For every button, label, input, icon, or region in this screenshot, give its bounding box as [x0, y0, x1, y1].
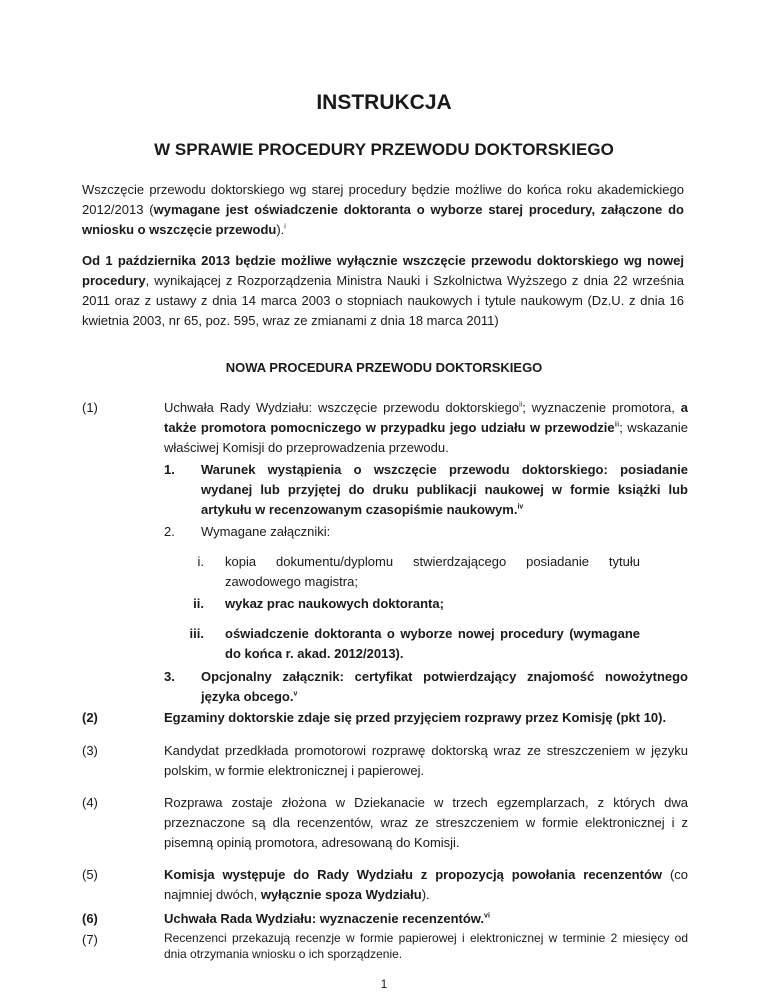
page-title: INSTRUKCJA [316, 91, 452, 114]
item-text: Recenzenci przekazują recenzje w formie papierowej i elektronicznej w terminie 2 miesięcy od dnia otrzymania wniosku o ich sporządzenie. [164, 931, 688, 961]
footnote-ref: iv [517, 503, 524, 511]
item-number: (1) [82, 400, 98, 415]
subitem-number: 1. [164, 462, 175, 477]
intro-paragraph-old-procedure: Wszczęcie przewodu doktorskiego wg starej procedury będzie możliwe do końca roku akademickiego 2012/2013 (wymagane jest oświadczenie doktoranta o wyborze starej procedury, załączone do wniosku o wszczęcie przewodu).$^i$ [82, 182, 684, 237]
section-heading: NOWA PROCEDURA PRZEWODU DOKTORSKIEGO [225, 360, 543, 375]
item-text: Egzaminy doktorskie zdaje się przed przyjęciem rozprawy przez Komisję (pkt 10). [164, 710, 667, 725]
item-text: Kandydat przedkłada promotorowi rozprawę doktorską wraz ze streszczeniem w języku polskim, w formie elektronicznej i papierowej. [164, 743, 688, 778]
item-text: Uchwała Rady Wydziału: wszczęcie przewodu doktorskiego$^{ii}$; wyznaczenie promotora, a także promotora pomocniczego w przypadku jego udziału w przewodzie$^{iii}$; wskazanie właściwej Komisji do przeprowadzenia przewodu. [164, 400, 689, 455]
intro-paragraph-new-procedure: Od 1 października 2013 będzie możliwe wyłącznie wszczęcie przewodu doktorskiego wg nowej procedury, wynikającej z Rozporządzenia Ministra Nauki i Szkolnictwa Wyższego z dnia 22 września 2011 oraz z ustawy z dnia 14 marca 2003 o stopniach naukowych i tytule naukowym (Dz.U. z dnia 16 kwietnia 2003, nr 65, poz. 595, wraz ze zmianami z dnia 18 marca 2011) [82, 253, 684, 328]
item-number: (4) [82, 795, 98, 810]
item-number: (6) [82, 911, 98, 926]
roman-number: ii. [193, 596, 204, 611]
item-number: (3) [82, 743, 98, 758]
attachment-text: kopia dokumentu/dyplomu stwierdzającego posiadanie tytułu zawodowego magistra; [225, 554, 640, 589]
roman-number: i. [197, 554, 204, 569]
subitem-text: Opcjonalny załącznik: certyfikat potwierdzający znajomość nowożytnego języka obcego.$^v$ [201, 669, 688, 704]
subitem-text: Warunek wystąpienia o wszczęcie przewodu doktorskiego: posiadanie wydanej lub przyjętej do druku publikacji naukowej w formie książki lub artykułu w recenzowanym czasopiśmie naukowym.$^{iv}$ [201, 462, 688, 517]
item-number: (2) [82, 710, 98, 725]
footnote-ref: ii [519, 401, 523, 409]
item-text: Komisja występuje do Rady Wydziału z propozycją powołania recenzentów (co najmniej dwóch, wyłącznie spoza Wydziału). [164, 867, 688, 902]
footnote-ref: iii [614, 421, 620, 429]
footnote-ref: v [293, 690, 298, 698]
attachment-text: oświadczenie doktoranta o wyborze nowej procedury (wymagane do końca r. akad. 2012/2013). [225, 626, 640, 661]
subitem-text: Wymagane załączniki: [201, 524, 331, 539]
item-text: Uchwała Rada Wydziału: wyznaczenie recenzentów.$^{vi}$ [164, 911, 490, 926]
attachment-text: wykaz prac naukowych doktoranta; [225, 596, 444, 611]
item-number: (5) [82, 867, 98, 882]
footnote-ref: i [284, 223, 286, 231]
item-text: Rozprawa zostaje złożona w Dziekanacie w trzech egzemplarzach, z których dwa przeznaczone są dla recenzentów, wraz ze streszczeniem w formie elektronicznej i z pisemną opinią promotora, adresowaną do Komisji. [164, 795, 688, 850]
footnote-ref: vi [484, 912, 490, 920]
item-number: (7) [82, 932, 98, 947]
page-subtitle: W SPRAWIE PROCEDURY PRZEWODU DOKTORSKIEGO [154, 140, 614, 159]
subitem-number: 2. [164, 524, 175, 539]
subitem-number: 3. [164, 669, 175, 684]
roman-number: iii. [189, 626, 204, 641]
page-number: 1 [380, 977, 388, 991]
